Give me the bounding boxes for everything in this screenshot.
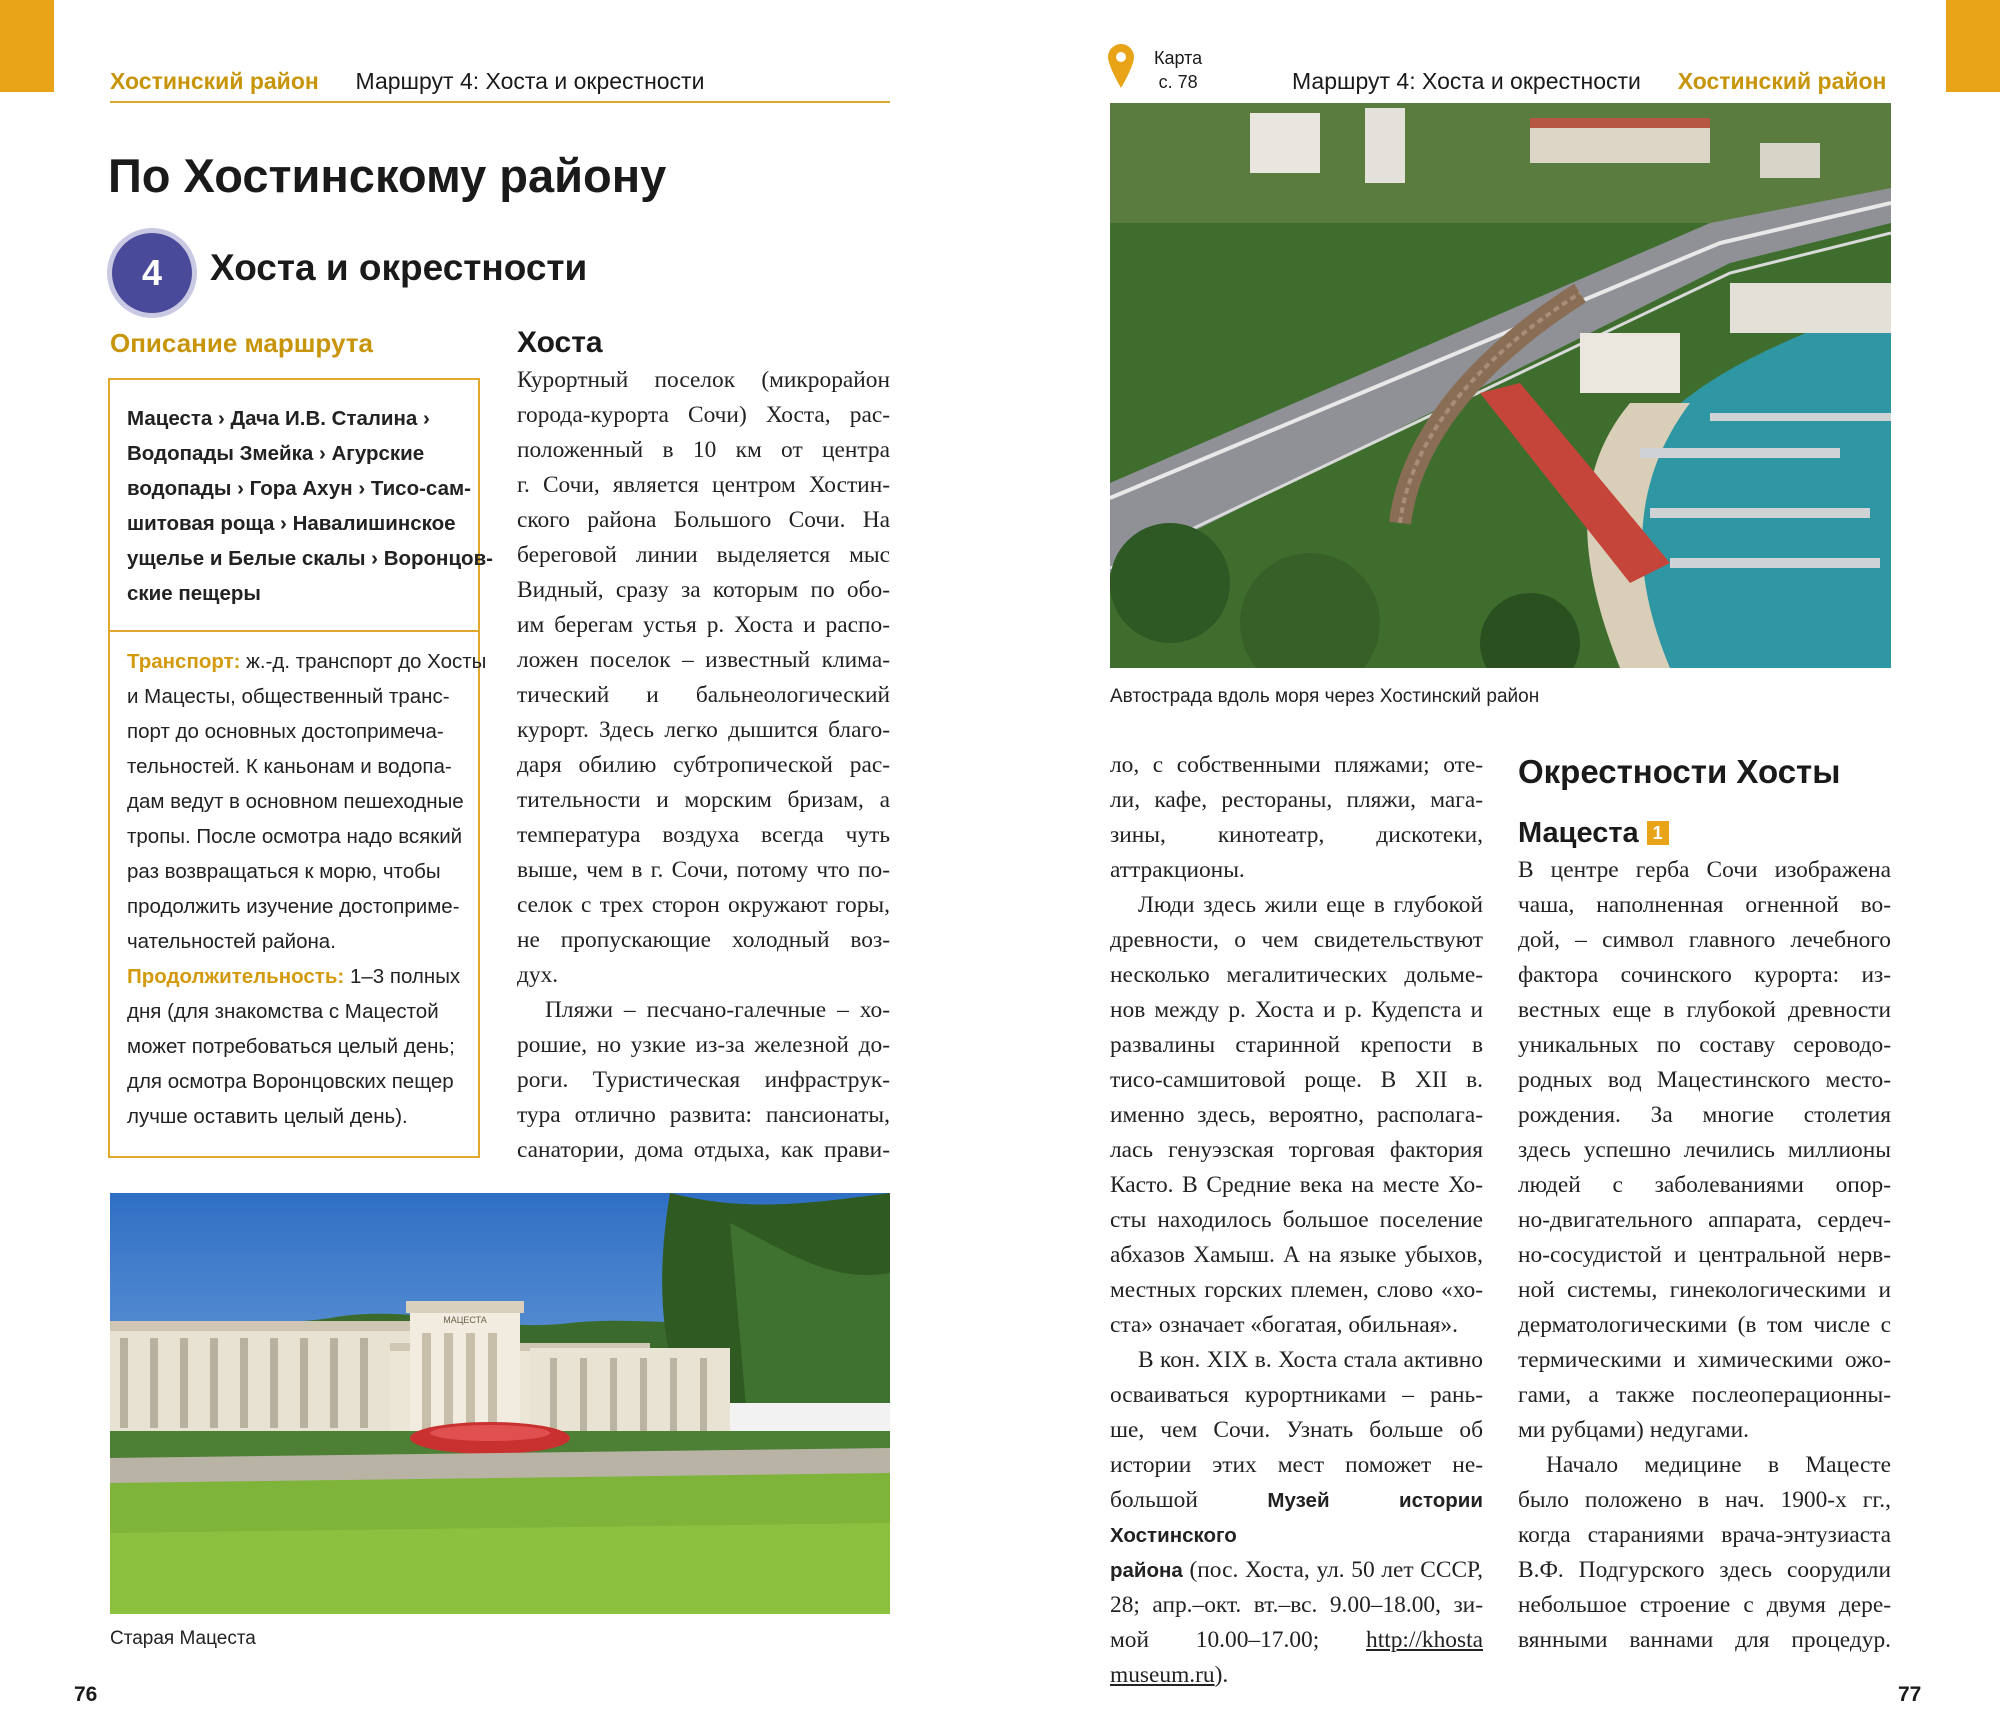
duration-line: может потребоваться целый день; [127,1035,455,1058]
route-stops [127,401,493,611]
header-route: Маршрут 4: Хоста и окрестности [355,68,705,94]
text-line: древности, о чем свидетельствуют [1110,927,1483,953]
highway-photo [1110,103,1891,668]
route-line: Водопады Змейка › Агурские [127,442,425,465]
text-line: Курортный поселок (микрорайон [517,367,890,393]
khosta-heading: Хоста [517,326,603,359]
museum-end: ). [1214,1662,1229,1688]
text-line: им берегам устья р. Хоста и распо- [517,612,890,638]
duration-line: лучше оставить целый день). [127,1105,408,1128]
header-district: Хостинский район [1677,68,1887,94]
text-line: ста» означает «богатая, обильная». [1110,1312,1458,1338]
text-line: вестных еще в глубокой древности [1518,997,1891,1023]
text-line: В.Ф. Подгурского здесь соорудили [1518,1557,1891,1583]
museum-pre: большой [1110,1487,1268,1513]
text-line: ми рубцами) недугами. [1518,1417,1750,1443]
text-line: ложен поселок – известный клима- [517,647,890,673]
text-line: чаша, наполненная огненной во- [1518,892,1891,918]
text-line: В кон. XIX в. Хоста стала активно [1138,1347,1483,1373]
text-line: санатории, дома отдыха, как прави- [517,1137,890,1163]
duration-label: Продолжительность: [127,965,345,988]
text-line: селок с трех сторон окружают горы, [517,892,890,918]
text-line: г. Сочи, является центром Хостин- [517,472,890,498]
text-line: Пляжи – песчано-галечные – хо- [545,997,890,1023]
route-line: ущелье и Белые скалы › Воронцов- [127,547,493,570]
museum-name: Музей истории Хостинского [1110,1489,1483,1547]
text-line: роги. Туристическая инфраструк- [517,1067,890,1093]
text-line: тисо-самшитовой роще. В XII в. [1110,1067,1483,1093]
museum-hours-winter: мой 10.00–17.00; [1110,1627,1367,1653]
text-line: уникальных по составу сероводо- [1518,1032,1891,1058]
text-line: местных горских племен, слово «хо- [1110,1277,1483,1303]
route-line: ские пещеры [127,582,261,605]
text-line: когда стараниями врача-энтузиаста [1518,1522,1891,1548]
transport-line: раз возвращаться к морю, чтобы [127,860,441,883]
map-pin-icon [1108,44,1134,88]
route-number-badge [112,233,192,313]
text-line: дерматологическими (в том числе с [1518,1312,1891,1338]
right-column-2 [1518,853,1891,1658]
text-line: развалины старинной крепости в [1110,1032,1483,1058]
route-line: Мацеста › Дача И.В. Сталина › [127,407,430,430]
text-line: гами, а также послеоперационны- [1518,1382,1891,1408]
text-line: фактора сочинского курорта: из- [1518,962,1891,988]
building-sign: МАЦЕСТА [443,1315,487,1325]
transport-line: порт до основных достопримеча- [127,720,444,743]
text-line: рошие, но узкие из-за железной до- [517,1032,890,1058]
text-line: дой, – символ главного лечебного [1518,927,1891,953]
museum-link[interactable]: museum.ru [1110,1662,1215,1688]
route-box-divider [108,630,480,632]
transport-label: Транспорт: [127,650,241,673]
text-line: выше, чем в г. Сочи, потому что по- [517,857,890,883]
text-line: тительности и морским бризам, а [517,787,890,813]
text-line: дух. [517,962,559,988]
text-line: несколько мегалитических дольме- [1110,962,1483,988]
text-line: положенный в 10 км от центра [517,437,890,463]
matsesta-heading: Мацеста [1518,817,1639,849]
transport-line: чательностей района. [127,930,336,953]
museum-hours: 28; апр.–окт. вт.–вс. 9.00–18.00, зи- [1110,1592,1483,1618]
text-line: людей с заболеваниями опор- [1518,1172,1891,1198]
photo-caption-left: Старая Мацеста [110,1628,256,1649]
text-line: береговой линии выделяется мыс [517,542,890,568]
text-line: даря обилию субтропической рас- [517,752,890,778]
right-running-header [1292,67,1886,95]
text-line: курорт. Здесь легко дышится благо- [517,717,890,743]
text-line: здесь успешно лечились миллионы [1518,1137,1891,1163]
left-corner-tab [0,0,54,92]
text-line: города-курорта Сочи) Хоста, рас- [517,402,890,428]
text-line: термическими и химическими ожо- [1518,1347,1891,1373]
text-line: сты находилось большое поселение [1110,1207,1483,1233]
text-line: ной системы, гинекологическими и [1518,1277,1891,1303]
route-number: 4 [141,252,163,293]
text-line: Видный, сразу за которым по обо- [517,577,890,603]
text-line: температура воздуха всегда чуть [517,822,890,848]
page-title: По Хостинскому району [108,149,667,202]
text-line: но-двигательного аппарата, сердеч- [1518,1207,1891,1233]
photo-caption-right: Автострада вдоль моря через Хостинский район [1110,686,1540,707]
right-column-1 [1110,748,1483,1693]
museum-link[interactable]: http://khosta [1366,1627,1483,1653]
text-line: тический и бальнеологический [517,682,890,708]
transport-line: дам ведут в основном пешеходные [127,790,464,813]
text-line: вянными ваннами для процедур. [1518,1627,1891,1653]
route-transport [127,644,487,1134]
text-line: родных вод Мацестинского место- [1518,1067,1891,1093]
text-line: ше, чем Сочи. Узнать больше об [1110,1417,1483,1443]
transport-line: и Мацесты, общественный транс- [127,685,450,708]
text-line: лась генуэзская торговая фактория [1110,1137,1483,1163]
left-running-header [110,67,704,95]
museum-name: района [1110,1559,1183,1582]
old-matsesta-photo [110,1193,890,1614]
text-line: ло, с собственными пляжами; оте- [1110,752,1483,778]
text-line: Начало медицине в Мацесте [1546,1452,1891,1478]
transport-line: тельностей. К каньонам и водопа- [127,755,452,778]
transport-line: продолжить изучение достоприме- [127,895,460,918]
text-line: ского района Большого Сочи. На [517,507,890,533]
matsesta-heading-row [1518,815,1669,851]
map-page: с. 78 [1158,72,1198,92]
map-reference[interactable] [1154,46,1202,94]
header-district: Хостинский район [110,68,319,94]
map-marker-badge: 1 [1647,821,1669,845]
map-label: Карта [1154,48,1203,68]
text-line: тура отлично развита: пансионаты, [517,1102,890,1128]
text-line: рождения. За многие столетия [1518,1102,1891,1128]
text-line: именно здесь, вероятно, располага- [1110,1102,1483,1128]
text-line: абхазов Хамыш. А на языке убыхов, [1110,1242,1483,1268]
text-line: Люди здесь жили еще в глубокой [1138,892,1483,918]
page-number-left: 76 [74,1683,98,1706]
transport-line: тропы. После осмотра надо всякий [127,825,463,848]
text-line: Касто. В Средние века на месте Хо- [1110,1172,1483,1198]
text-line: аттракционы. [1110,857,1245,883]
duration-line: 1–3 полных [344,965,461,988]
text-line: ли, кафе, рестораны, пляжи, мага- [1110,787,1483,813]
khosta-text [517,363,890,1168]
text-line: истории этих мест поможет не- [1110,1452,1483,1478]
description-heading: Описание маршрута [110,328,373,358]
text-line: было положено в нач. 1900-х гг., [1518,1487,1891,1513]
text-line: небольшое строение с двумя дере- [1518,1592,1891,1618]
page-number-right: 77 [1898,1683,1922,1706]
transport-line: ж.-д. транспорт до Хосты [240,650,487,673]
route-line: шитовая роща › Навалишинское [127,512,456,535]
route-title: Хоста и окрестности [210,247,588,288]
text-line: но-сосудистой и центральной нерв- [1518,1242,1891,1268]
outskirts-heading: Окрестности Хосты [1518,753,1841,790]
duration-line: дня (для знакомства с Мацестой [127,1000,439,1023]
right-corner-tab [1946,0,2000,92]
text-line: осваиваться курортниками – рань- [1110,1382,1483,1408]
text-line: не пропускающие холодный воз- [517,927,890,953]
route-line: водопады › Гора Ахун › Тисо-сам- [127,477,471,500]
museum-address: (пос. Хоста, ул. 50 лет СССР, [1182,1557,1483,1583]
text-line: нов между р. Хоста и р. Кудепста и [1110,997,1483,1023]
left-header-rule [110,101,890,103]
text-line: В центре герба Сочи изображена [1518,857,1891,883]
header-route: Маршрут 4: Хоста и окрестности [1292,68,1641,94]
duration-line: для осмотра Воронцовских пещер [127,1070,454,1093]
text-line: зины, кинотеатр, дискотеки, [1110,822,1483,848]
